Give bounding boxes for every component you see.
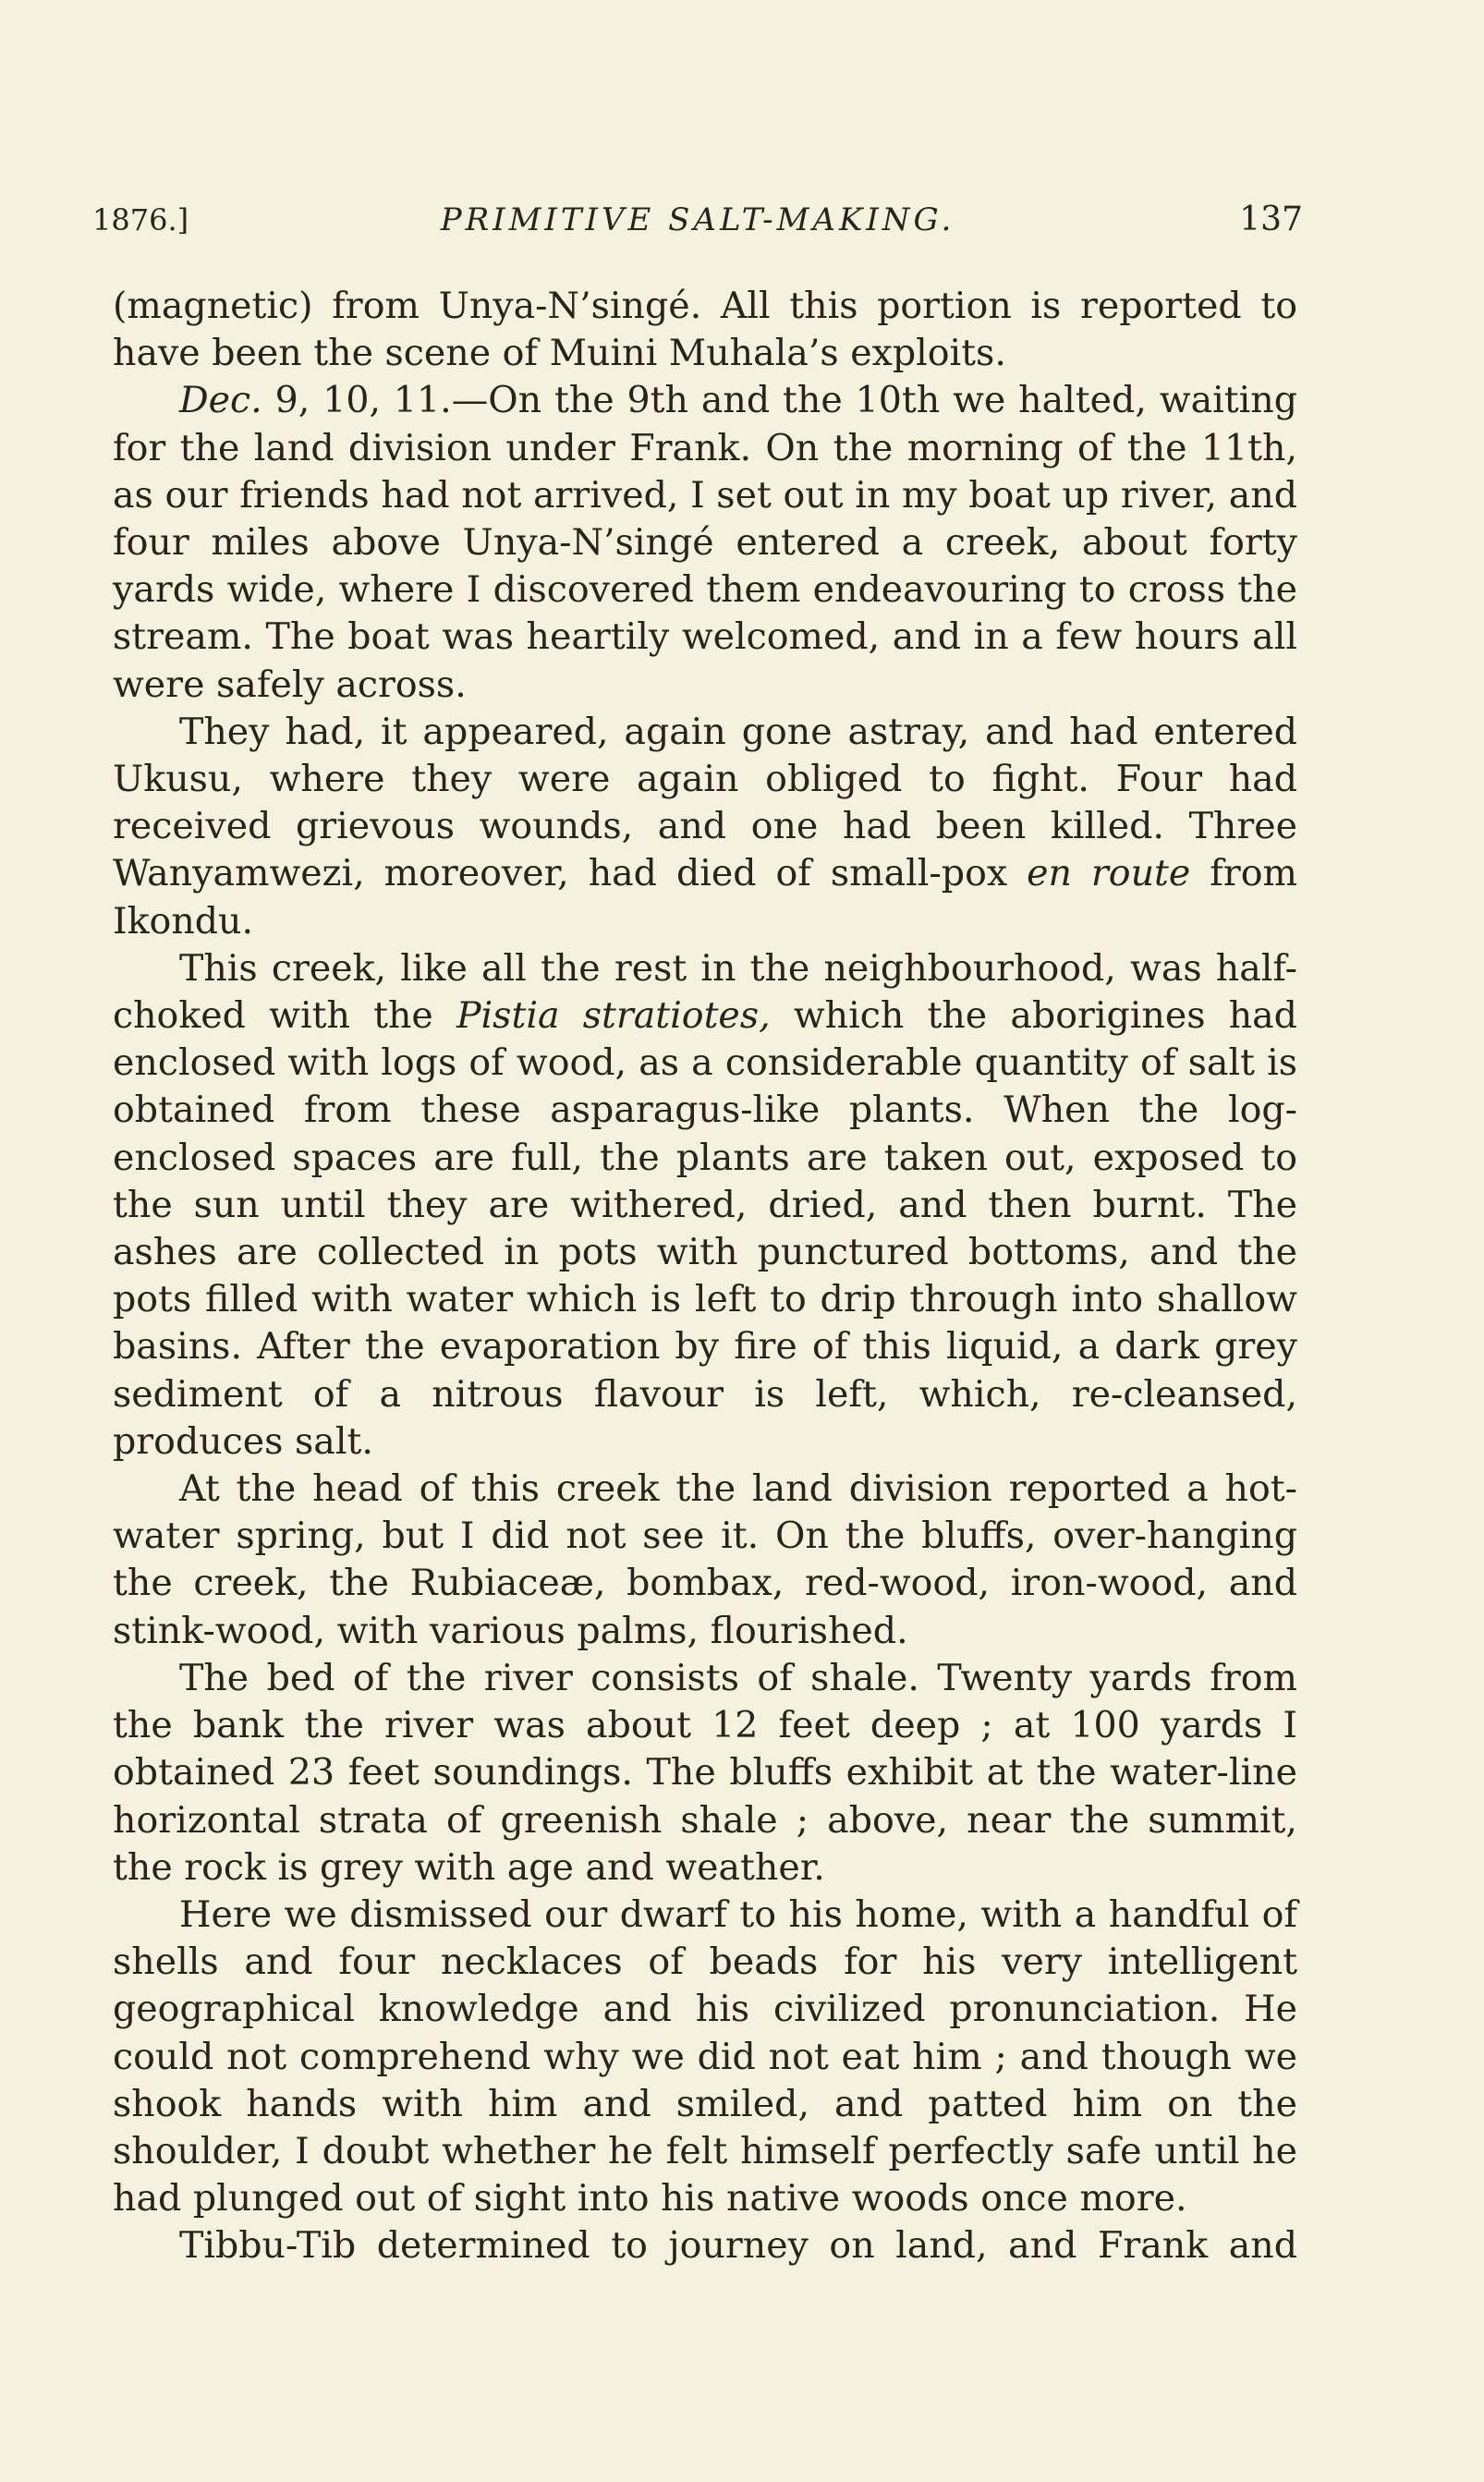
header-year: 1876.]: [92, 202, 189, 237]
date-lead: Dec.: [179, 379, 262, 422]
paragraph-3-text-a: They had, it appeared, again gone astray, and had entered Ukusu, where they were again obliged to fight. Four had received grievous wounds, and one had been killed. Three Wanyamwezi, moreover, had died of small-pox: [113, 710, 1297, 895]
paragraph-5: [113, 1466, 1297, 1655]
paragraph-3-text-b: from Ikondu.: [113, 852, 1297, 943]
body-text: [113, 283, 1297, 2270]
paragraph-3-italic: en route: [1027, 852, 1191, 895]
paragraph-5-text: At the head of this creek the land division reported a hot-water spring, but I did not see it. On the bluffs, over-hanging the creek, the Rubiaceæ, bombax, red-wood, iron-wood, and stink-wood, with various palms, flourished.: [113, 1467, 1297, 1652]
running-head: [92, 197, 1303, 243]
paragraph-1: [113, 283, 1297, 377]
page-number: 137: [1239, 201, 1303, 238]
paragraph-6-text: The bed of the river consists of shale. Twenty yards from the bank the river was about 12 feet deep ; at 100 yards I obtained 23 feet soundings. The bluffs exhibit at the water-line horizontal strata of greenish shale ; above, near the summit, the rock is grey with age and weather.: [113, 1656, 1297, 1889]
paragraph-1-text: (magnetic) from Unya-N’singé. All this portion is reported to have been the scene of Muini Muhala’s exploits.: [113, 285, 1297, 375]
paragraph-4: [113, 945, 1297, 1466]
paragraph-2: [113, 377, 1297, 708]
paragraph-4-text-a: This creek, like all the rest in the neighbourhood, was half-choked with the: [113, 946, 1297, 1038]
paragraph-8-text: Tibbu-Tib determined to journey on land, and Frank and: [179, 2224, 1297, 2268]
paragraph-6: [113, 1655, 1297, 1892]
paragraph-2-text: 9, 10, 11.—On the 9th and the 10th we halted, waiting for the land division under Frank. On the morning of the 11th, as our friends had not arrived, I set out in my boat up river, and four miles above Unya-N’singé entered a creek, about forty yards wide, where I discovered them endeavouring to cross the stream. The boat was heartily welcomed, and in a few hours all were safely across.: [113, 379, 1297, 706]
paragraph-4-text-b: which the aborigines had enclosed with logs of wood, as a considerable quantity of salt is obtained from these asparagus-like plants. When the log-enclosed spaces are full, the plants are taken out, exposed to the sun until they are withered, dried, and then burnt. The ashes are collected in pots with punctured bottoms, and the pots filled with water which is left to drip through into shallow basins. After the evaporation by fire of this liquid, a dark grey sediment of a nitrous flavour is left, which, re-cleansed, produces salt.: [113, 994, 1297, 1463]
paragraph-7: [113, 1892, 1297, 2222]
paragraph-7-text: Here we dismissed our dwarf to his home, with a handful of shells and four necklaces of beads for his very intelligent geographical knowledge and his civilized pronunciation. He could not comprehend why we did not eat him ; and though we shook hands with him and smiled, and patted him on the shoulder, I doubt whether he felt himself perfectly safe until he had plunged out of sight into his native woods once more.: [113, 1892, 1297, 2220]
paragraph-3: [113, 709, 1297, 945]
paragraph-4-italic: Pistia stratiotes,: [456, 994, 771, 1038]
running-title: PRIMITIVE SALT-MAKING.: [440, 201, 955, 238]
paragraph-8: [113, 2222, 1297, 2269]
